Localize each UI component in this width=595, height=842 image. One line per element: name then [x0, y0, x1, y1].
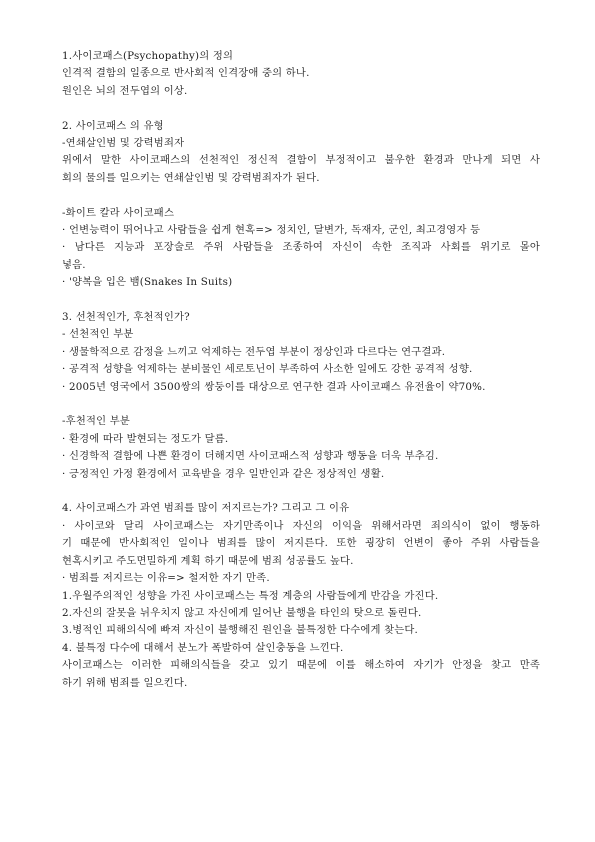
section-4-numbered-item-4: 4. 불특정 다수에 대해서 분노가 폭발하여 살인충동을 느낀다. [62, 641, 344, 654]
section-4-paragraph-2-line-2: 하기 위해 범죄를 일으킨다. [62, 676, 188, 689]
section-2-paragraph-line-1: 위에서 말한 사이코패스의 선천적인 정신적 결함이 부정적이고 불우한 환경과 만나게 되면 사 [62, 154, 540, 167]
spacer [62, 396, 540, 413]
section-2-paragraph-line-2: 회의 물의를 일으키는 연쇄살인범 및 강력범죄자가 된다. [62, 171, 320, 184]
section-1-title: 1.사이코패스(Psychopathy)의 정의 [62, 50, 234, 62]
section-4-numbered-item-1: 1.우월주의적인 성향을 가진 사이코패스는 특정 계층의 사람들에게 반감을 가진다. [62, 589, 439, 602]
section-2-bullet-3: · '양복을 입은 뱀(Snakes In Suits) [62, 276, 233, 289]
section-3-bullet-4: · 환경에 따라 발현되는 정도가 달름. [62, 432, 229, 445]
section-1-line-2: 원인은 뇌의 전두엽의 이상. [62, 84, 188, 97]
spacer [62, 292, 540, 309]
section-4-paragraph-1-line-1: · 사이코와 달리 사이코패스는 자기만족이나 자신의 이익을 위해서라면 죄의식이 없이 행동하 [62, 519, 540, 532]
section-3-bullet-6: · 긍정적인 가정 환경에서 교육받을 경우 일반인과 같은 정상적인 생활. [62, 467, 385, 480]
section-2-subheading-1: -연쇄살인범 및 강력범죄자 [62, 137, 185, 150]
spacer [62, 100, 540, 117]
spacer [62, 187, 540, 204]
section-3-bullet-3: · 2005년 영국에서 3500쌍의 쌍둥이를 대상으로 연구한 결과 사이코패스 유전율이 약70%. [62, 380, 486, 393]
section-4-bullet-1: · 범죄를 저지르는 이유=> 철저한 자기 만족. [62, 572, 270, 585]
section-4-numbered-item-2: 2.자신의 잘못을 뉘우치지 않고 자신에게 일어난 불행을 타인의 탓으로 돌린다. [62, 606, 422, 619]
section-4-numbered-item-3: 3.병적인 피해의식에 빠져 자신이 불행해진 원인을 불특정한 다수에게 찾는다. [62, 624, 419, 637]
section-3-bullet-5: · 신경학적 결함에 나쁜 환경이 더해지면 사이코패스적 성향과 행동을 더욱 부추김. [62, 450, 439, 463]
section-2-bullet-1: · 언변능력이 뛰어나고 사람들을 쉽게 현혹=> 정치인, 달변가, 독재자, 군인, 최고경영자 등 [62, 224, 481, 237]
section-3-subheading-2: -후천적인 부분 [62, 415, 131, 428]
section-4-paragraph-1-line-2: 기 때문에 반사회적인 일이나 범죄를 많이 저지른다. 또한 굉장히 언변이 좋아 주위 사람들을 [62, 537, 540, 550]
section-2-subheading-2: -화이트 칼라 사이코패스 [62, 206, 175, 219]
section-1-line-1: 인격적 결함의 일종으로 반사회적 인격장애 중의 하나. [62, 67, 310, 80]
section-3-title: 3. 선천적인가, 후천적인가? [62, 311, 190, 324]
section-2-bullet-2-line-2: 넣음. [62, 258, 86, 271]
section-3-bullet-1: · 생물학적으로 감정을 느끼고 억제하는 전두엽 부분이 정상인과 다르다는 연구결과. [62, 345, 446, 358]
section-4-title: 4. 사이코패스가 과연 범죄를 많이 저지르는가? 그리고 그 이유 [62, 502, 350, 515]
spacer [62, 483, 540, 500]
section-2-bullet-2-line-1: · 남다른 지능과 포장술로 주위 사람들을 조종하여 자신이 속한 조직과 사회를 위기로 몰아 [62, 241, 540, 254]
section-3-bullet-2: · 공격적 성향을 억제하는 분비물인 세로토닌이 부족하여 사소한 일에도 강한 공격적 성향. [62, 363, 473, 376]
section-2-title: 2. 사이코패스 의 유형 [62, 119, 164, 132]
section-3-subheading-1: - 선천적인 부분 [62, 328, 134, 341]
document-page [62, 48, 540, 692]
section-4-paragraph-2-line-1: 사이코패스는 이러한 피해의식들을 갖고 있기 때문에 이를 해소하여 자기가 안정을 찾고 만족 [62, 659, 540, 672]
section-4-paragraph-1-line-3: 현혹시키고 주도면밀하게 계획 하기 때문에 범죄 성공률도 높다. [62, 554, 354, 567]
